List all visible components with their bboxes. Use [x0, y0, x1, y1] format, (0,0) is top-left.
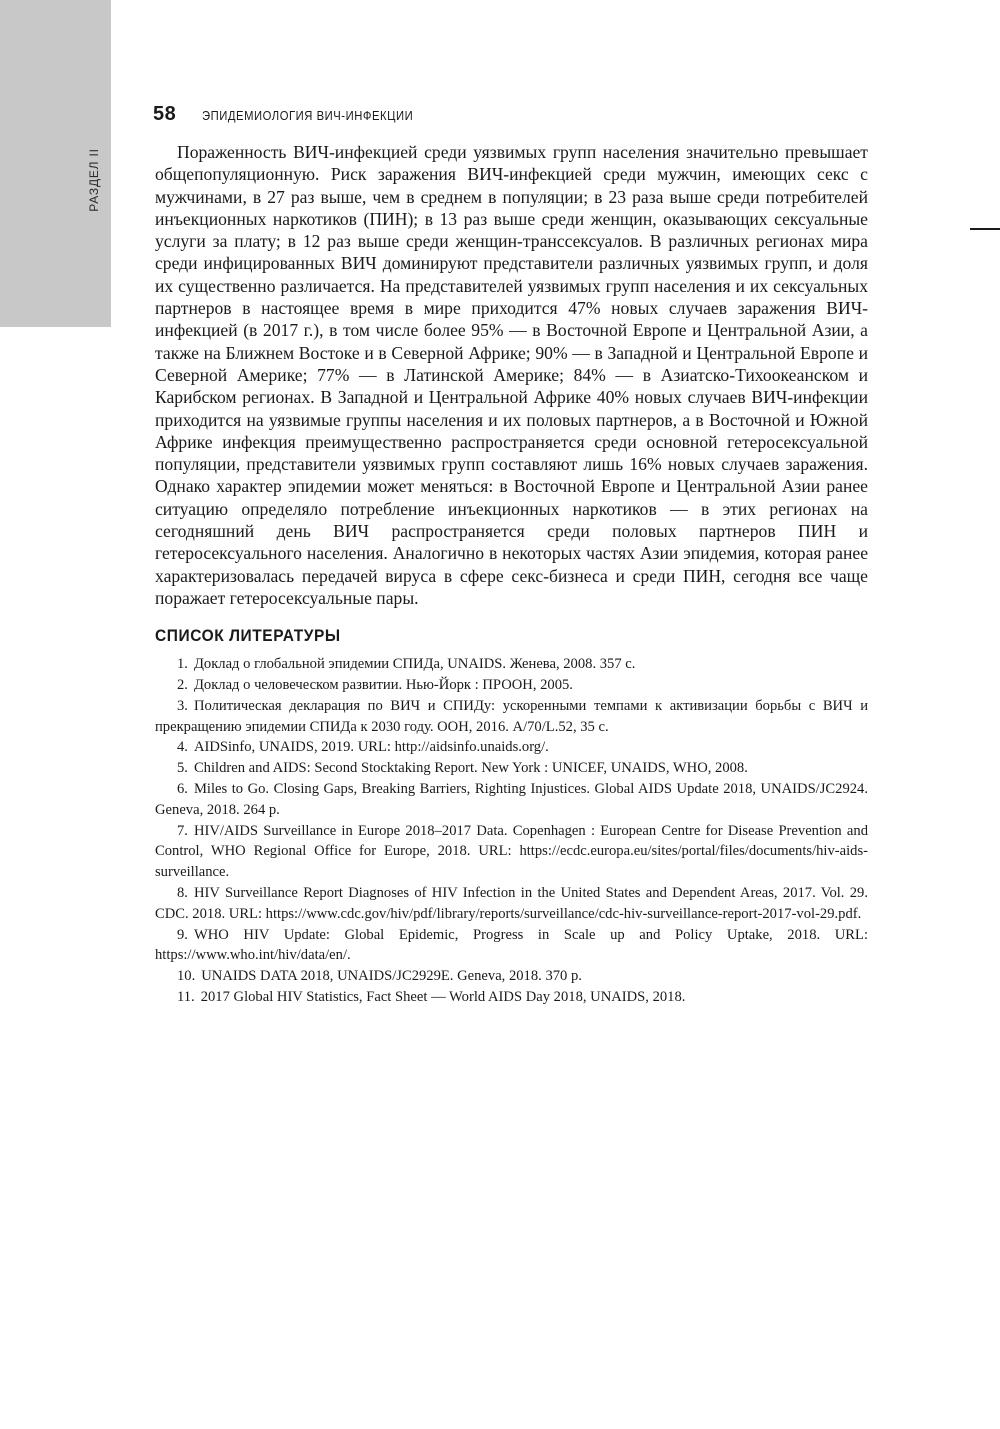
- reference-text: 2017 Global HIV Statistics, Fact Sheet — World AIDS Day 2018, UNAIDS, 2018.: [200, 988, 686, 1005]
- reference-text: Политическая декларация по ВИЧ и СПИДу: ускоренными темпами к активизации борьбы с ВИЧ и прекращению эпидемии СПИДа к 2030 году. ООН, 2016. A/70/L.52, 35 с.: [155, 697, 868, 735]
- reference-text: WHO HIV Update: Global Epidemic, Progress in Scale up and Policy Uptake, 2018. URL: https://www.who.int/hiv/data/en/.: [155, 926, 868, 964]
- running-title: ЭПИДЕМИОЛОГИЯ ВИЧ-ИНФЕКЦИИ: [202, 109, 414, 123]
- reference-number: 8.: [177, 885, 188, 901]
- page-content: [155, 141, 868, 1008]
- reference-text: UNAIDS DATA 2018, UNAIDS/JC2929E. Geneva, 2018. 370 p.: [201, 968, 582, 985]
- reference-item: [155, 737, 868, 758]
- reference-item: [155, 925, 868, 967]
- reference-item: [155, 758, 868, 779]
- reference-number: 11.: [177, 988, 195, 1005]
- page-edge-marker: [970, 228, 1000, 230]
- reference-item: [155, 696, 868, 738]
- reference-text: AIDSinfo, UNAIDS, 2019. URL: http://aidsinfo.unaids.org/.: [193, 739, 549, 756]
- reference-item: [155, 821, 868, 883]
- reference-number: 7.: [177, 822, 188, 839]
- body-paragraph: Пораженность ВИЧ-инфекцией среди уязвимых групп населения значительно превышает общепопуляционную. Риск заражения ВИЧ-инфекцией среди мужчин, имеющих секс с мужчинами, в 27 раз выше, чем в среднем в популяции; в 23 раза выше среди потребителей инъекционных наркотиков (ПИН); в 13 раз выше среди женщин, оказывающих сексуальные услуги за плату; в 12 раз выше среди женщин-транссексуалов. В различных регионах мира среди инфицированных ВИЧ доминируют представители различных уязвимых групп, и доля их существенно различается. На представителей уязвимых групп населения и их сексуальных партнеров в настоящее время в мире приходится 47% новых случаев заражения ВИЧ-инфекцией (в 2017 г.), в том числе более 95% — в Восточной Европе и Центральной Азии, а также на Ближнем Востоке и в Северной Африке; 90% — в Западной и Центральной Европе и Северной Америке; 77% — в Латинской Америке; 84% — в Азиатско-Тихоокеанском и Карибском регионах. В Западной и Центральной Африке 40% новых случаев ВИЧ-инфекции приходится на уязвимые группы населения и их половых партнеров, а в Восточной и Южной Африке инфекция преимущественно распространяется среди основной гетеросексуальной популяции, представители уязвимых групп составляют лишь 16% новых случаев заражения. Однако характер эпидемии может меняться: в Восточной Европе и Центральной Азии ранее ситуацию определяло потребление инъекционных наркотиков — в этих регионах на сегодняшний день ВИЧ распространяется среди половых партнеров ПИН и гетеросексуального населения. Аналогично в некоторых частях Азии эпидемия, которая ранее характеризовалась передачей вируса в сфере секс-бизнеса и среди ПИН, сегодня все чаще поражает гетеросексуальные пары.: [155, 142, 868, 608]
- section-tab-label: РАЗДЕЛ II: [87, 148, 101, 212]
- page-number: 58: [153, 103, 177, 125]
- reference-number: 3.: [177, 697, 188, 714]
- section-side-tab: [0, 0, 111, 327]
- reference-text: HIV/AIDS Surveillance in Europe 2018–2017 Data. Copenhagen : European Centre for Disease Prevention and Control, WHO Regional Office for Europe, 2018. URL: https://ecdc.europa.eu/sites/portal/files/documents/hiv-aids-surveillance.: [155, 822, 868, 881]
- reference-text: Доклад о человеческом развитии. Нью-Йорк : ПРООН, 2005.: [193, 677, 573, 694]
- reference-number: 5.: [177, 760, 188, 777]
- references-heading: СПИСОК ЛИТЕРАТУРЫ: [155, 627, 341, 646]
- reference-number: 2.: [177, 677, 188, 694]
- reference-number: 1.: [177, 656, 188, 673]
- reference-item: [155, 779, 868, 821]
- reference-item: [155, 883, 868, 925]
- reference-item: [155, 675, 868, 696]
- reference-number: 6.: [177, 781, 188, 798]
- reference-item: [155, 987, 868, 1008]
- reference-item: [155, 654, 868, 675]
- reference-number: 10.: [177, 968, 196, 985]
- running-header: [153, 103, 437, 126]
- reference-number: 9.: [177, 926, 188, 943]
- reference-number: 4.: [177, 739, 188, 756]
- reference-item: [155, 966, 868, 987]
- reference-text: Доклад о глобальной эпидемии СПИДа, UNAIDS. Женева, 2008. 357 с.: [193, 656, 636, 673]
- reference-text: HIV Surveillance Report Diagnoses of HIV Infection in the United States and Dependent Areas, 2017. Vol. 29. CDC. 2018. URL: https://www.cdc.gov/hiv/pdf/library/reports/surveillance/cdc-hiv-surveillance-report-2017-vol-29.pdf.: [155, 885, 868, 922]
- reference-text: Miles to Go. Closing Gaps, Breaking Barriers, Righting Injustices. Global AIDS Update 2018, UNAIDS/JC2924. Geneva, 2018. 264 p.: [155, 781, 868, 818]
- reference-text: Children and AIDS: Second Stocktaking Report. New York : UNICEF, UNAIDS, WHO, 2008.: [193, 760, 748, 777]
- references-list: [155, 654, 868, 1008]
